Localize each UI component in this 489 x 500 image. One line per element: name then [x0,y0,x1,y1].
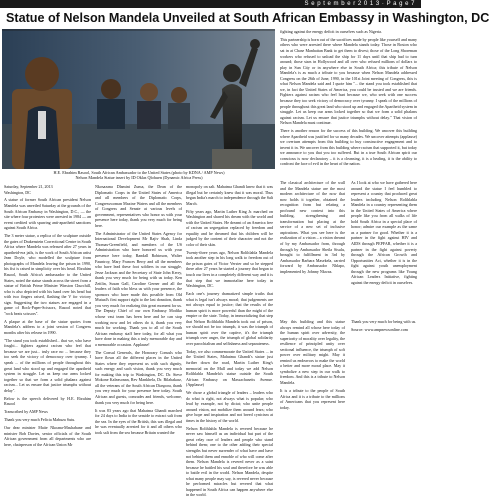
paragraph: Twenty-three years ago, Nelson Rolihlahla Mandela took another step in his long walk to freedom out of the prison gates of Victor Verster and so he stepped there after 27 years he started a journey that began to touch our lives in a completely different way and it is that step that we immortalize here today in Washington, DC. [186,249,273,289]
paragraph: The Administrator of the United States Agency for International Development Mr Rajiv Shah, Linda Thomas-Greenfield, and members of the US Administration who have honored us with your presence here today, Randall Robinson, Walter Fauntroy, Mary Frances Berry and all the members who have lead these foot soldiers in our struggle, Jesse Jackson and the Secretary of State John Kerry, thank you very much for being with us today. Ken Zeitlin, Susan Gall, Caroline Gerner and all the leaders of faith who bless us with your presence, the sponsors who have made this possible from Old Mutual's first support right to the last donation, thank you very much for realizing this great moment for us. The Deputy Chief of our own Embassy Modiko whose vast team has been here and he can stop working now and let others do it, thank you very much for working. Thank you to all of the South African embassy staff here today, for all what you have done in making this a truly memorable day and a memorable occasion. Applause! [95,230,182,347]
article-photo [2,29,275,169]
photo-caption [4,170,274,180]
article-headline: Statue of Nelson Mandela Unveiled at South African Embassy in Washington, DC [6,11,489,25]
issue-page-line: S e p t e m b e r 2 0 1 3 · P a g e 7 [304,1,415,7]
paragraph: It was 83 years ago that Mahatma Ghandi marched for 24 days to India to the seaside to extract salt from the sea. In the eyes of the British, this was illegal and he was eventually arrested for it and all others who took salt from the sea because Britain wanted the [95,407,182,435]
paragraph: The Consul Generals, the Honorary Consuls who have flown all the different places in the United States where they represent us with such dignity, such energy and such vision, thank you very much for making this trip to Washington, DC. Dr. Steve Mokone Kaleasonan, Rev Mankhela, Dr. Bilabakarz, all the veterans of the South African Diaspora, thank you very much for your presence here today. South African and guests, comrades and friends, welcome, thank you very much for being here. [95,349,182,405]
source-credit: Source: www.ampnewsonline.com [351,326,408,332]
paragraph: This partnership is born out of the sacrifices made by people like yourself and many others who were arrested there where Mandela stands today. Those in Boston who sat in at Chase Manhattan Bank to get them to divest; those of the Long Shoreman workers who refused to unload the ship for 11 days until that ship had to turn around; those stars in Hollywood and all over who refused millions of dollars to play in Sun City or in anywhere else in South Africa; this tribute of Nelson Mandela's is as much a tribute to you because when Nelson Mandela addressed Congress on the 26th of June, 1990, in the 101st Joint meeting of Congress, this is what Nelson Mandela said and I quote him "... the stand you took established that we, in fact the United States of America, you could be trusted and we are friends. Fighters against racism who feel hurt because we, who seek with one success because they too seek victory of democracy over tyranny. I speak of the millions of people throughout this great land who stood up and engaged the Apartheid system in struggle. Let us keep our arms locked together so that we form a solid phalanx against racism. Let us ensure that justice triumphs without delay." That vision of Nelson Mandela must continue. [280,36,418,126]
page-header-bar [0,0,421,8]
article-column-4 [280,29,417,169]
article-column-1 [4,184,91,450]
dateline: Saturday, September 21, 2013 [4,184,53,189]
paragraph: A statue of former South African president Nelson Mandela was unveiled Saturday at the grounds of the South African Embassy in Washington, D.C., — the site where four protesters were arrested in 1984 — an event credited with spurring anti-apartheid sanctions against South Africa. [4,197,91,231]
paragraph: As I look at who we have gathered here around the statue I feel humbled to represent a country that produced great leaders including Nelson Rolihlahla Mandela in a country representing them in the United States of America where people like you from all walks of life hold South Africa in a special place of honor; admire our example as the same as a partner for good. Whether it is a partner in the fight against HIV and AIDS through PEPFAR, whether it is a partner in the fight against poverty through the African Growth and Opportunities Act, whether it is in the fight against youth unemployment through the new programs like Young African Leaders Initiative, fighting against the energy deficit in ourselves. [351,180,417,285]
paragraph: The classical architecture of the wall and the Mandela statue are the most modern architecture of the now that now holds it together, obtained the recognition from but relating a profound new context into this building, strengthening and transformation but placing at the service of a new set of inclusive aspirations. What you see here is the realization of a vision – a vision dreamt of by my Ambassador from, through through by Ambassador Sheila Sisulu, brought to fulfillment in 3rd by Ambassador Barbara Masekela, carried forward by Ambassador Nhlapo, implemented by Johnny Nkwaz. [280,180,345,274]
paragraph: The 3 meter statue, a replica of the sculpture outside the gates of Drakenstein Correctional Centre in South Africa where Mandela was released after 27 years in apartheid-era jails, is the work of South African artist Jean Doyle, who modelled the sculpture from photographs of Mandela leaving the prison in 1990, his fist is raised in simplicity over his head. Ebrahim Rasool, South Africa's ambassador to the United States, noted the statue stands across the street from a statue of British Prime Minister Winston Churchill, who is also depicted with his hand over his head but with two fingers raised, flashing the V for victory sign. Suggesting the two statues are engaged in a game of Rock-Paper-Scissors, Rasool noted that "rock beats scissors". [4,233,91,316]
paragraph: We chose a global triangle of leaders – leaders who do what is right, not always what is popular; who lead by example, not by dictat; who unite people around vision, not mobilize them around fears; who give hope and inspiration and not breed cynicism at times in the history of the world. [186,390,273,423]
place-line: Washington, DC [4,189,31,195]
paragraph: Nelson Rolihlahla Mandela is revered because he never saw himself as an individual but part of the great relay race of leaders and people who stand behind them; one to the other adding their special strengths but never surrender of what have and have not behind them and ennoble of who will come after them. Nelson Mandela is revered never as a saint because he battled his soul and therefore he was able to battle evil in the world. Nelson Mandela, despite what many people may say, is revered never because he performed miracles but revered that what happened in South Africa can happen anywhere else in the world. [186,425,273,498]
article-column-6-continued [351,319,417,335]
paragraph: There is another reason for the success of this building. We uncover this building where Apartheid was justified for so many decades. We uncover attempts (applause) we overturn attempts from this building to buy constructive engagement and to invent it in. We uncover from this building where racism that supported it, but today we announce to you that you too suffered. But in a true South African spirit our conscious is now declaratory – it is a cleansing, it is a healing, it is the ability to confront the face of evil in the heart of the nation. [280,128,417,167]
paragraph: Our dear minister Maite Nkoana-Mashabane and minister Bob Davies, senior officials of the South African government from all departments who are here, chairperson of the African Union Mr [4,425,91,447]
article-column-3 [186,184,273,500]
paragraph: fighting against the energy deficit in ourselves such as Nigeria. [280,29,382,34]
paragraph: A plaque at the base of the statue quotes from Mandela's address to a joint session of Congress months after his release in 1990. [4,318,91,335]
paragraph: Nkosazana Dlamini Zuma, the Dean of the Diplomatic Corps in the United States of America and all members of the Diplomatic Corps, Congresswoman Maxine Waters and all the members of Congress and Senate at various levels of government, representatives who honor us with your presence here today, thank you very much for being here. [95,184,182,228]
paragraph: Thank you very much Felicia Mabuza Sutu. [4,417,76,423]
article-column-5 [280,180,345,277]
paragraph: It is a tribute to the people of South Africa and it is a tribute to the millions of Americans that you represent here today. [280,387,345,410]
paragraph: Today, we also commemorate the United States ... in the United States, Mahatma Ghandi's statue just further down the road, Martin Luther King's memorial on the Mall and today we add Nelson Rolihlahla Mandela's statue outside the South African Embassy on Massachusetts Avenue. (Applause) [186,348,273,388]
paragraph: monopoly on salt. Mahatma Ghandi knew that it was illegal but he certainly knew that it was moral. Thus began India's march to independence through the Salt March. [186,184,273,206]
article-column-2 [95,184,182,438]
photo-caption-line-1: H.E. Ebrahim Rasool, South African Ambassador to the United States (photo by KDNA / AMP News) [53,170,225,175]
photo-caption-line-2: Nelson Mandela Statue insert by ID Oklas Qlohuen (Dynamic Africa Press) [75,175,203,180]
paragraph: Fifty years ago, Martin Luther King Jr. marched on Washington and shared his dream with the world and with the United States. He dreamt of an America free of racism an segregation replaced by freedom and equality and he dreamed that his children will be judged by the content of their character and not the color of their skin. [186,208,273,247]
quote-paragraph: "The stand you took established... that we, who have fought... fighters against racism who feel that because we are just... truly race no ... because they too seek the victory of democracy over tyranny. I speak ... of the millions of people throughout this great land who stood up and engaged the apartheid system in struggle. Let us keep our arms locked together so that we form a solid phalanx against racism... Let us ensure that justice triumphs without delay". [4,337,91,393]
paragraph: May this building and this statue always remind all whose here today of the human spirit over adversity, the superiority of morality over legality, the resilience of principled unity over sectional influence, the triumph of soft power over military might. May it remind us endeavors to make the world a better and more moral place. May it symbolize a new step in our walk to freedom. And this is a tribute to Nelson Mandela. [280,319,345,386]
article-column-6 [351,180,417,288]
closing-thanks: Thank you very much for being with us. [351,319,417,324]
paragraph: Each one's journey dramatized simple truths that what is legal isn't always moral; that judgements are not always equal to justice; that the results of the human spirit is more powerful than the might of the empire or the state. Today, in immortalizing that step that Nelson Rolihlahla Mandela took out of prison, we should not be too triumph, it was the triumph of human spirit over the captive, it's the triumph triumph over anger, the triumph of global solidarity over parochialism and selfishness and separateness. [186,291,273,346]
paragraph: Below is the speech delivered by H.E. Ebrahim Rasool [4,395,91,407]
transcription-credit: Transcribed by AMP News [4,409,48,415]
article-column-5-continued [280,319,345,413]
